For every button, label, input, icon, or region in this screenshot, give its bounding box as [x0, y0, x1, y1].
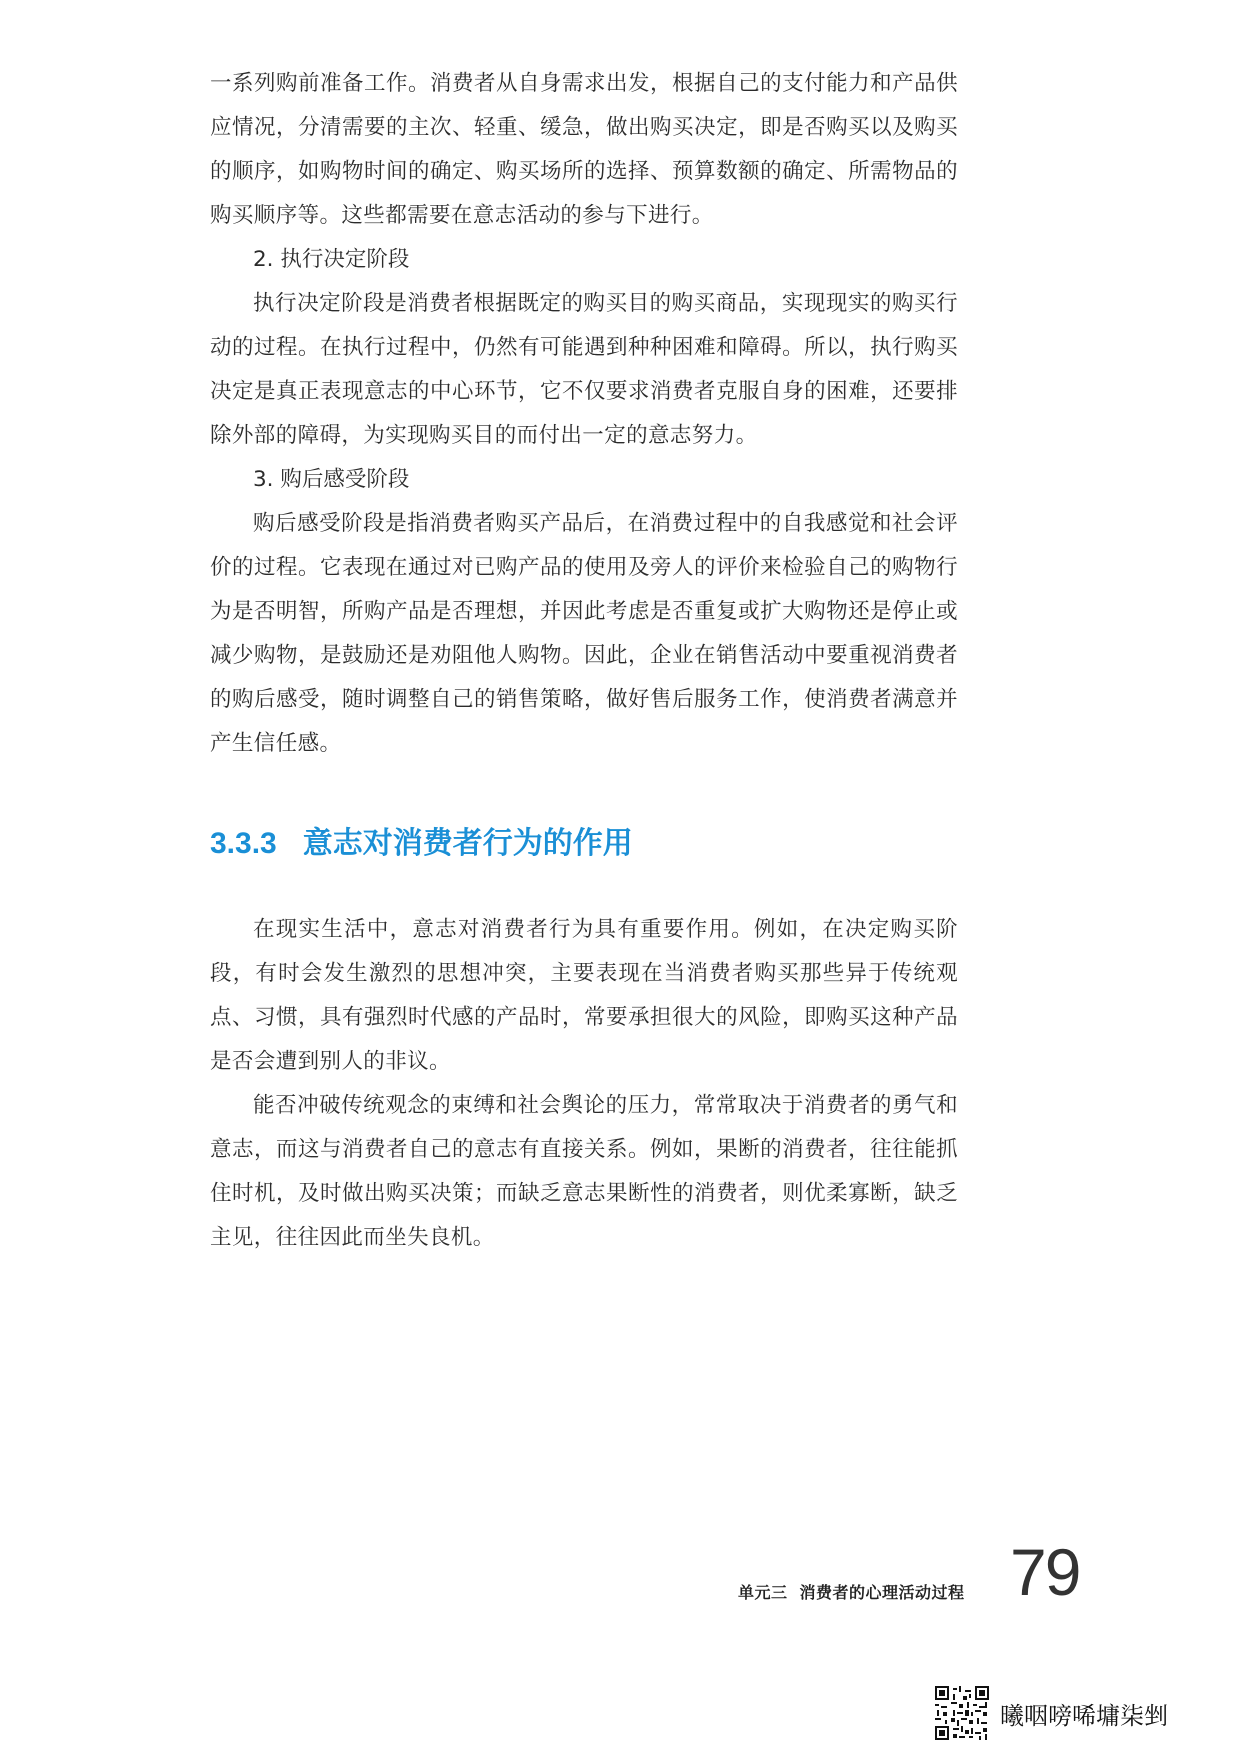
section-heading	[210, 822, 958, 866]
running-footer	[738, 1580, 965, 1603]
paragraph-purchase-preparation: 一系列购前准备工作。消费者从自身需求出发，根据自己的支付能力和产品供应情况，分清需要的主次、轻重、缓急，做出购买决定，即是否购买以及购买的顺序，如购物时间的确定、购买场所的选择、预算数额的确定、所需物品的购买顺序等。这些都需要在意志活动的参与下进行。	[210, 71, 958, 228]
subheading-post-purchase-stage: 3. 购后感受阶段	[253, 467, 410, 492]
subheading-execution-stage: 2. 执行决定阶段	[253, 247, 410, 272]
section-number: 3.3.3	[210, 827, 277, 860]
page-number: 79	[1010, 1535, 1080, 1609]
paragraph-post-purchase-stage: 购后感受阶段是指消费者购买产品后，在消费过程中的自我感觉和社会评价的过程。它表现在通过对已购产品的使用及旁人的评价来检验自己的购物行为是否明智，所购产品是否理想，并因此考虑是否重复或扩大购物还是停止或减少购物，是鼓励还是劝阻他人购物。因此，企业在销售活动中要重视消费者的购后感受，随时调整自己的销售策略，做好售后服务工作，使消费者满意并产生信任感。	[210, 511, 958, 756]
paragraph-will-effect-1: 在现实生活中，意志对消费者行为具有重要作用。例如，在决定购买阶段，有时会发生激烈的思想冲突，主要表现在当消费者购买那些异于传统观点、习惯，具有强烈时代感的产品时，常要承担很大的风险，即购买这种产品是否会遭到别人的非议。	[210, 917, 958, 1074]
paragraph-will-effect-2: 能否冲破传统观念的束缚和社会舆论的压力，常常取决于消费者的勇气和意志，而这与消费者自己的意志有直接关系。例如，果断的消费者，往往能抓住时机，及时做出购买决策；而缺乏意志果断性的消费者，则优柔寡断，缺乏主见，往往因此而坐失良机。	[210, 1093, 958, 1250]
section-title: 意志对消费者行为的作用	[302, 827, 633, 860]
footer-chapter: 消费者的心理活动过程	[799, 1583, 965, 1602]
paragraph-execution-stage: 执行决定阶段是消费者根据既定的购买目的购买商品，实现现实的购买行动的过程。在执行过程中，仍然有可能遇到种种困难和障碍。所以，执行购买决定是真正表现意志的中心环节，它不仅要求消费者克服自身的困难，还要排除外部的障碍，为实现购买目的而付出一定的意志努力。	[210, 291, 958, 448]
watermark-text: 曦咽嗙唏墉柒剉	[1000, 1702, 1168, 1730]
qr-code-icon	[935, 1686, 989, 1740]
page-content	[210, 62, 958, 1260]
footer-unit: 单元三	[738, 1583, 788, 1602]
